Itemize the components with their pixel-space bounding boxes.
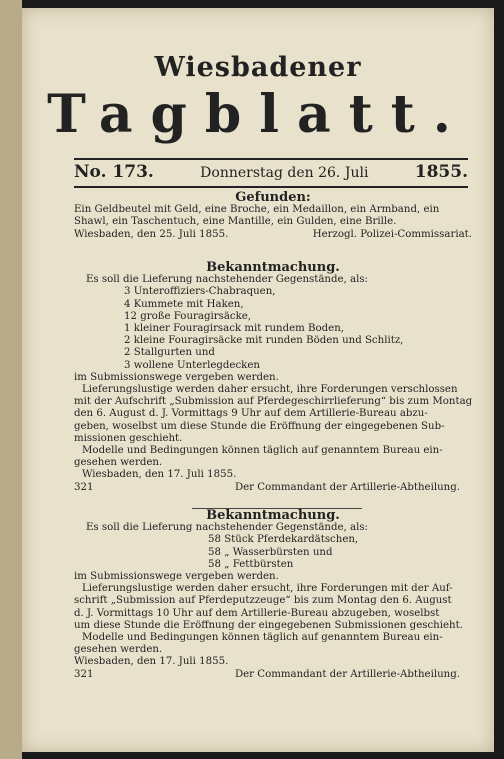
notice2-number: 321: [74, 668, 94, 680]
notice1-item: 12 große Fouragirsäcke,: [124, 310, 252, 322]
masthead-line1: Wiesbadener: [154, 52, 362, 83]
left-page-edge: [0, 0, 22, 759]
found-signer: Herzogl. Polizei-Commissariat.: [312, 228, 472, 240]
notice2-item: 58 „ Fettbürsten: [208, 558, 294, 570]
notice2-body-line: d. J. Vormittags 10 Uhr auf dem Artillerie-Bureau abzugeben, woselbst: [74, 607, 440, 619]
rule-top: [74, 158, 468, 160]
rule-bottom: [74, 186, 468, 188]
found-signature-row: [74, 229, 472, 241]
found-line: Ein Geldbeutel mit Geld, eine Broche, ein Medaillon, ein Armband, ein: [74, 204, 440, 216]
notice2-heading: Bekanntmachung.: [206, 508, 340, 523]
notice2-item: 58 „ Wasserbürsten und: [208, 546, 333, 558]
notice1: [74, 262, 472, 494]
found-place-date: Wiesbaden, den 25. Juli 1855.: [74, 228, 229, 240]
notice2-intro: Es soll die Lieferung nachstehender Gegenstände, als:: [86, 522, 368, 534]
notice1-body-line: Lieferungslustige werden daher ersucht, ihre Forderungen verschlossen: [82, 384, 458, 396]
issue-dateline: [74, 162, 468, 186]
notice1-item: 4 Kummete mit Haken,: [124, 298, 244, 310]
notice1-body-line: missionen geschieht.: [74, 432, 183, 444]
notice1-body-line: den 6. August d. J. Vormittags 9 Uhr auf dem Artillerie-Bureau abzu-: [74, 408, 428, 420]
newspaper-page: [22, 8, 494, 752]
issue-number: No. 173.: [74, 162, 154, 182]
notice1-item: 3 Unteroffiziers-Chabraquen,: [124, 286, 276, 298]
found-line: Shawl, ein Taschentuch, eine Mantille, ein Gulden, eine Brille.: [74, 216, 397, 228]
masthead-title: Tagblatt.: [47, 84, 469, 145]
notice1-item: 3 wollene Unterlegdecken: [124, 359, 260, 371]
notice1-body-line: mit der Aufschrift „Submission auf Pferdegeschirrlieferung“ bis zum Montag: [74, 396, 473, 408]
notice1-signer: Der Commandant der Artillerie-Abtheilung.: [234, 481, 460, 493]
notice2-body-line: Lieferungslustige werden daher ersucht, ihre Forderungen mit der Auf-: [82, 583, 453, 595]
notice2-body-line: im Submissionswege vergeben werden.: [74, 571, 279, 583]
notice2-body-line: um diese Stunde die Eröffnung der eingegebenen Submissionen geschieht.: [74, 619, 463, 631]
notice2: [74, 510, 472, 681]
notice1-signature-row: [74, 482, 472, 494]
notice1-item: 2 Stallgurten und: [124, 347, 215, 359]
found-heading: Gefunden:: [235, 190, 311, 205]
notice1-body-line: Modelle und Bedingungen können täglich auf genanntem Bureau ein-: [82, 445, 443, 457]
notice2-signer: Der Commandant der Artillerie-Abtheilung.: [234, 668, 460, 680]
notice2-body-line: schrift „Submission auf Pferdeputzzeuge“ bis zum Montag den 6. August: [74, 595, 452, 607]
notice1-item: 1 kleiner Fouragirsack mit rundem Boden,: [124, 323, 345, 335]
notice1-body-line: gesehen werden.: [74, 457, 163, 469]
issue-year: 1855.: [414, 162, 468, 182]
notice2-item: 58 Stück Pferdekardätschen,: [208, 534, 359, 546]
notice1-body-line: geben, woselbst um diese Stunde die Eröffnung der eingegebenen Sub-: [74, 420, 445, 432]
notice2-body-line: gesehen werden.: [74, 644, 163, 656]
notice2-place-date: Wiesbaden, den 17. Juli 1855.: [74, 656, 229, 668]
notice1-item: 2 kleine Fouragirsäcke mit runden Böden und Schlitz,: [124, 335, 404, 347]
notice2-signature-row: [74, 669, 472, 681]
notice2-body-line: Modelle und Bedingungen können täglich auf genanntem Bureau ein-: [82, 632, 443, 644]
issue-date: Donnerstag den 26. Juli: [200, 165, 369, 181]
notice1-place-date: Wiesbaden, den 17. Juli 1855.: [82, 469, 237, 481]
notice1-body-line: im Submissionswege vergeben werden.: [74, 371, 279, 383]
found-notice: [74, 192, 472, 241]
notice1-heading: Bekanntmachung.: [206, 260, 340, 275]
notice1-intro: Es soll die Lieferung nachstehender Gegenstände, als:: [86, 274, 368, 286]
notice1-number: 321: [74, 481, 94, 493]
